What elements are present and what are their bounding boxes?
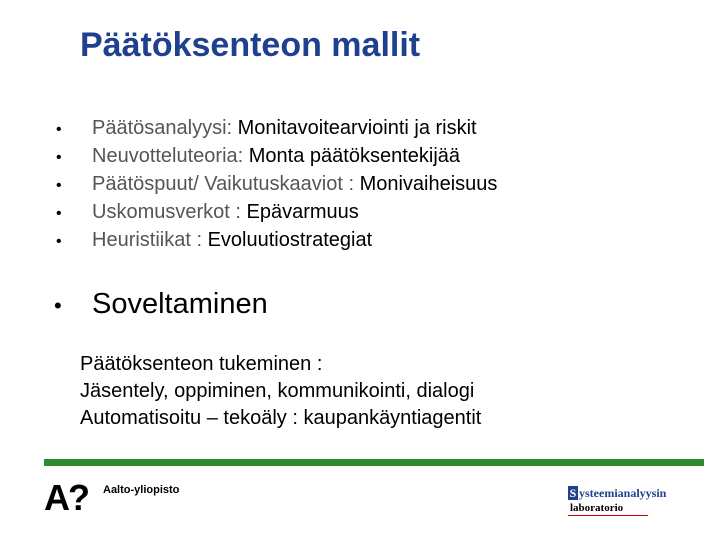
list-item	[56, 229, 497, 257]
sub-line: Automatisoitu – tekoäly : kaupankäyntiagentit	[80, 407, 482, 429]
sub-line: Jäsentely, oppiminen, kommunikointi, dialogi	[80, 380, 475, 402]
aalto-logo	[44, 478, 104, 518]
bullet-desc: Monivaiheisuus	[354, 173, 498, 195]
lab-logo-line2: laboratorio	[570, 502, 624, 514]
aalto-name: Aalto-yliopisto	[103, 484, 180, 496]
bullet-icon: •	[56, 205, 62, 222]
bullet-list	[56, 117, 497, 257]
main-bullet	[54, 288, 268, 321]
bullet-desc: Evoluutiostrategiat	[202, 229, 373, 251]
bullet-term: Heuristiikat :	[92, 229, 203, 251]
lab-logo	[568, 486, 708, 516]
sub-text-block	[80, 351, 481, 432]
bullet-icon: •	[56, 121, 62, 138]
bullet-desc: Monta päätöksentekijää	[243, 145, 461, 167]
main-bullet-label: Soveltaminen	[92, 288, 268, 320]
aalto-mark: A?	[44, 477, 88, 518]
list-item	[56, 145, 497, 173]
sub-line: Päätöksenteon tukeminen :	[80, 353, 323, 375]
bullet-desc: Monitavoitearviointi ja riskit	[232, 117, 477, 139]
list-item	[56, 117, 497, 145]
bullet-icon: •	[56, 177, 62, 194]
bullet-icon: •	[56, 233, 62, 250]
lab-logo-underline	[568, 515, 648, 516]
lab-logo-line1: ysteemianalyysin	[579, 486, 667, 500]
page-title: Päätöksenteon mallit	[80, 26, 421, 64]
bullet-term: Päätöspuut/ Vaikutuskaaviot :	[92, 173, 355, 195]
footer-divider	[44, 459, 704, 466]
bullet-term: Neuvotteluteoria:	[92, 145, 244, 167]
bullet-term: Päätösanalyysi:	[92, 117, 233, 139]
bullet-desc: Epävarmuus	[240, 201, 359, 223]
list-item	[56, 173, 497, 201]
list-item	[56, 201, 497, 229]
bullet-icon: •	[56, 149, 62, 166]
lab-logo-initial: S	[569, 486, 577, 500]
bullet-term: Uskomusverkot :	[92, 201, 241, 223]
bullet-icon: •	[54, 293, 62, 318]
